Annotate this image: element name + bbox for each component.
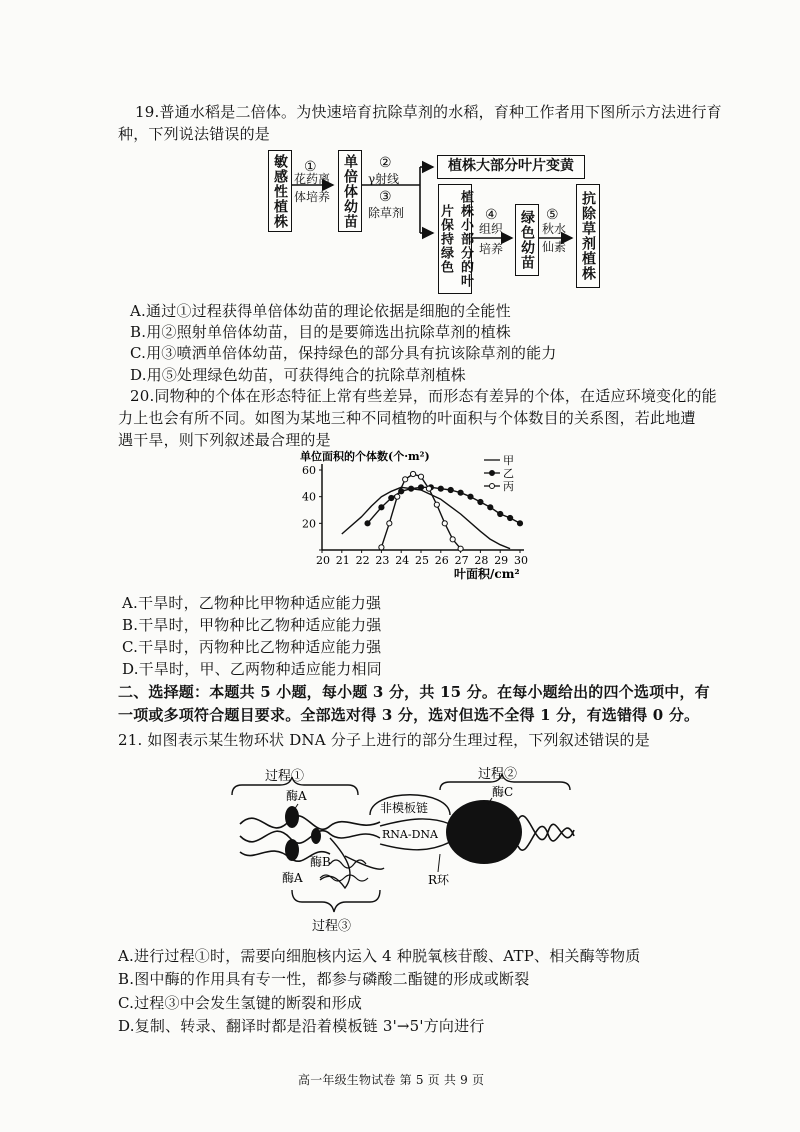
data-point-乙 [389,495,394,500]
enzyme-c-shape [446,800,522,864]
rna-dna-label: RNA-DNA [382,828,438,841]
legend-label: 乙 [503,467,514,480]
q19-box-haploid: 单倍体幼苗 [338,150,362,232]
x-tick-label: 28 [474,554,489,567]
page-footer: 高一年级生物试卷 第 5 页 共 9 页 [298,1073,485,1087]
non-template-label: 非模板链 [380,801,429,815]
q19-step5-label1: 秋水 [542,222,567,236]
data-point-乙 [448,487,453,492]
q19-step1-num: ① [304,159,317,175]
q20-stem-line3: 遇干旱，则下列叙述最合理的是 [118,431,331,449]
process3-label: 过程③ [312,919,352,934]
data-point-乙 [379,505,384,510]
dna-strand [518,826,574,850]
data-point-丙 [387,521,392,526]
legend-label: 丙 [503,480,514,493]
x-tick-label: 29 [494,554,509,567]
x-tick-label: 30 [514,554,528,567]
dna-strand [240,816,380,829]
data-point-乙 [365,521,370,526]
enzyme-a-top-shape [285,806,299,828]
enzyme-b-label: 酶B [310,855,331,869]
data-point-乙 [418,485,423,490]
q19-option-a: A.通过①过程获得单倍体幼苗的理论依据是细胞的全能性 [130,302,511,320]
q21-option-c: C.过程③中会发生氢键的断裂和形成 [118,994,363,1012]
q19-box-sensitive-plant: 敏感性植株 [268,150,292,232]
data-point-乙 [508,515,513,520]
data-point-丙 [403,477,408,482]
q20-stem-line2: 力上也会有所不同。如图为某地三种不同植物的叶面积与个体数目的关系图，若此地遭 [118,409,696,427]
q19-step3-label: 除草剂 [368,206,405,220]
x-tick-label: 23 [375,554,390,567]
y-axis-label: 单位面积的个体数(个·m²) [300,450,430,463]
data-point-丙 [458,546,463,551]
data-point-乙 [498,511,503,516]
q20-chart-svg [0,448,800,588]
y-tick-label: 20 [302,517,316,531]
q21-option-b: B.图中酶的作用具有专一性，都参与磷酸二酯键的形成或断裂 [118,970,530,988]
enzyme-a-top-label: 酶A [286,789,307,803]
data-point-丙 [395,494,400,499]
data-point-乙 [468,494,473,499]
x-tick-label: 21 [335,554,350,567]
q20-option-a: A.干旱时，乙物种比甲物种适应能力强 [122,594,382,612]
data-point-丙 [434,502,439,507]
enzyme-c-label: 酶C [492,785,514,799]
dna-strand [380,819,450,826]
series-line-甲 [342,487,510,548]
enzyme-b-shape [311,828,321,844]
q21-stem: 21. 如图表示某生物环状 DNA 分子上进行的部分生理过程，下列叙述错误的是 [118,731,650,749]
data-point-乙 [458,490,463,495]
data-point-丙 [379,545,384,550]
r-loop-label: R环 [428,873,450,887]
enzyme-a-bottom-label: 酶A [282,871,303,885]
data-point-乙 [478,499,483,504]
q19-step3-num: ③ [379,189,392,205]
data-point-乙 [517,521,522,526]
q19-step5-num: ⑤ [546,207,559,223]
legend-marker [490,471,495,476]
q19-step4-num: ④ [485,207,498,223]
dna-strand [240,831,380,843]
q19-step4-label2: 培养 [479,242,504,256]
q19-option-c: C.用③喷洒单倍体幼苗，保持绿色的部分具有抗该除草剂的能力 [130,344,557,362]
q20-stem-line1: 20.同物种的个体在形态特征上常有些差异，而形态有差异的个体，在适应环境变化的能 [130,387,717,405]
data-point-乙 [488,505,493,510]
q21-diagram-svg [0,760,800,960]
section2-line1: 二、选择题：本题共 5 小题，每小题 3 分，共 15 分。在每小题给出的四个选项中，有 [118,683,710,701]
data-point-丙 [418,474,423,479]
q21-option-d: D.复制、转录、翻译时都是沿着模板链 3'→5'方向进行 [118,1017,485,1035]
q20-option-c: C.干旱时，丙物种比乙物种适应能力强 [122,638,382,656]
x-tick-label: 27 [454,554,469,567]
q19-box-yellow-leaves: 植株大部分叶片变黄 [437,155,585,179]
process1-label: 过程① [265,769,305,784]
section2-line2: 一项或多项符合题目要求。全部选对得 3 分，选对但选不全得 1 分，有选错得 0 分。 [118,706,700,724]
enzyme-a-bottom-shape [285,839,299,861]
q19-step5-label2: 仙素 [542,240,567,254]
q19-step4-label1: 组织 [479,222,504,236]
q19-step2-num: ② [379,155,392,171]
q20-option-d: D.干旱时，甲、乙两物种适应能力相同 [122,660,382,678]
x-tick-label: 25 [415,554,429,567]
data-point-乙 [438,486,443,491]
q19-stem-line2: 种，下列说法错误的是 [118,125,271,143]
x-tick-label: 26 [434,554,449,567]
data-point-丙 [426,486,431,491]
q19-arrows [0,0,800,300]
q21-option-a: A.进行过程①时，需要向细胞核内运入 4 种脱氧核苷酸、ATP、相关酶等物质 [118,947,641,965]
process3-brace [292,890,380,912]
data-point-乙 [409,486,414,491]
x-tick-label: 22 [355,554,370,567]
legend-label: 甲 [503,454,514,467]
dna-strand [380,842,450,850]
data-point-丙 [442,521,447,526]
q19-stem-line1: 19.普通水稻是二倍体。为快速培育抗除草剂的水稻，育种工作者用下图所示方法进行育 [135,103,722,121]
legend-marker [490,484,495,489]
x-tick-label: 24 [395,554,410,567]
x-axis-label: 叶面积/cm² [454,567,520,581]
q19-step1-label1: 花药离 [294,172,331,186]
y-tick-label: 40 [302,490,316,504]
q19-box-final-plant: 抗除草剂植株 [576,184,600,288]
q19-option-b: B.用②照射单倍体幼苗，目的是要筛选出抗除草剂的植株 [130,323,511,341]
data-point-丙 [450,537,455,542]
q19-step2-label: γ射线 [368,172,400,186]
x-tick-label: 20 [316,554,330,567]
q19-box-green-leaf: 植株小部分的叶片保持绿色 [438,184,472,294]
q19-box-green-seedling: 绿色幼苗 [515,204,539,276]
q20-option-b: B.干旱时，甲物种比乙物种适应能力强 [122,616,382,634]
q19-option-d: D.用⑤处理绿色幼苗，可获得纯合的抗除草剂植株 [130,366,466,384]
y-tick-label: 60 [302,464,316,477]
process2-label: 过程② [478,767,518,782]
q19-step1-label2: 体培养 [294,190,331,204]
data-point-丙 [410,471,415,476]
